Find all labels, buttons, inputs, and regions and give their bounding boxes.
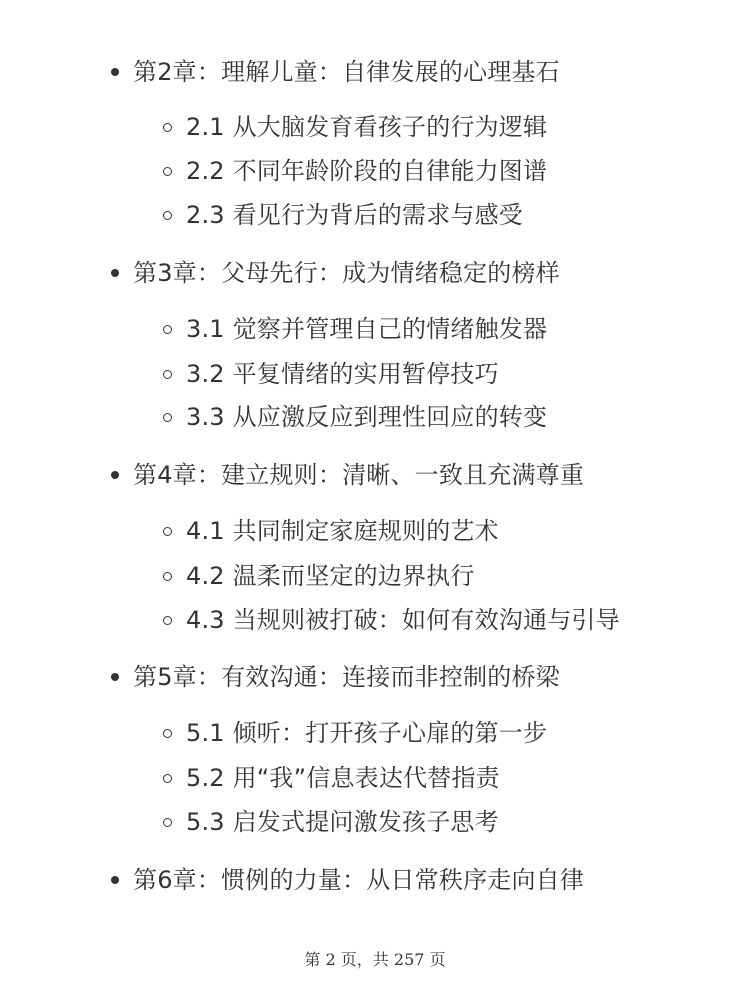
hollow-bullet-icon	[163, 325, 172, 334]
hollow-bullet-icon	[163, 616, 172, 625]
hollow-bullet-icon	[163, 123, 172, 132]
section-item	[160, 109, 547, 145]
section-title: 3.1 觉察并管理自己的情绪触发器	[186, 315, 548, 343]
chapter-item	[108, 657, 560, 697]
hollow-bullet-icon	[163, 167, 172, 176]
section-title: 4.3 当规则被打破：如何有效沟通与引导	[186, 606, 620, 634]
section-item	[160, 558, 475, 594]
section-title: 4.1 共同制定家庭规则的艺术	[186, 517, 499, 545]
hollow-bullet-icon	[163, 370, 172, 379]
section-item	[160, 760, 500, 796]
chapter-item	[108, 455, 584, 495]
hollow-bullet-icon	[163, 211, 172, 220]
hollow-bullet-icon	[163, 774, 172, 783]
section-title: 2.3 看见行为背后的需求与感受	[186, 201, 523, 229]
filled-bullet-icon	[111, 471, 119, 479]
hollow-bullet-icon	[163, 527, 172, 536]
section-item	[160, 153, 547, 189]
chapter-item	[108, 860, 584, 900]
hollow-bullet-icon	[163, 572, 172, 581]
section-item	[160, 602, 620, 638]
section-item	[160, 399, 547, 435]
hollow-bullet-icon	[163, 729, 172, 738]
section-item	[160, 513, 499, 549]
section-title: 2.2 不同年龄阶段的自律能力图谱	[186, 157, 548, 185]
section-title: 2.1 从大脑发育看孩子的行为逻辑	[186, 113, 548, 141]
section-title: 5.1 倾听：打开孩子心扉的第一步	[186, 719, 548, 747]
hollow-bullet-icon	[163, 818, 172, 827]
filled-bullet-icon	[111, 269, 119, 277]
hollow-bullet-icon	[163, 413, 172, 422]
filled-bullet-icon	[111, 68, 119, 76]
section-item	[160, 715, 547, 751]
section-item	[160, 804, 499, 840]
section-title: 3.2 平复情绪的实用暂停技巧	[186, 360, 499, 388]
section-title: 5.3 启发式提问激发孩子思考	[186, 808, 499, 836]
chapter-title: 第2章：理解儿童：自律发展的心理基石	[133, 58, 560, 86]
section-title: 5.2 用“我”信息表达代替指责	[186, 764, 500, 792]
page-number-footer: 第 2 页，共 257 页	[304, 950, 446, 969]
section-title: 3.3 从应激反应到理性回应的转变	[186, 403, 548, 431]
section-item	[160, 197, 523, 233]
section-item	[160, 311, 547, 347]
filled-bullet-icon	[111, 876, 119, 884]
chapter-title: 第6章：惯例的力量：从日常秩序走向自律	[133, 866, 585, 894]
chapter-title: 第4章：建立规则：清晰、一致且充满尊重	[133, 461, 585, 489]
section-item	[160, 356, 499, 392]
chapter-item	[108, 52, 560, 92]
chapter-item	[108, 253, 560, 293]
section-title: 4.2 温柔而坚定的边界执行	[186, 562, 475, 590]
filled-bullet-icon	[111, 673, 119, 681]
chapter-title: 第5章：有效沟通：连接而非控制的桥梁	[133, 663, 560, 691]
chapter-title: 第3章：父母先行：成为情绪稳定的榜样	[133, 259, 560, 287]
